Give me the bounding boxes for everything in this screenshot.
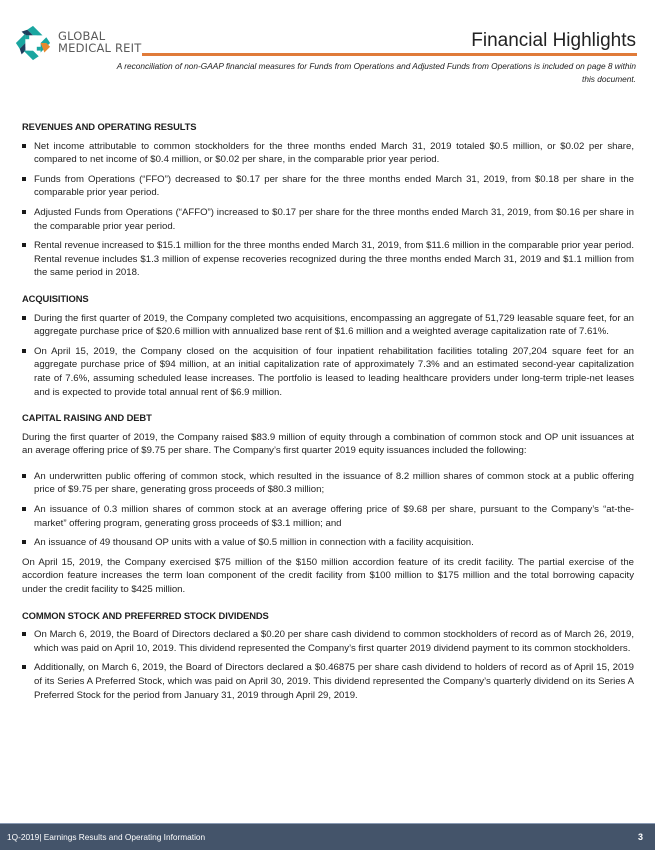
logo-line-1: GLOBAL [58,29,106,43]
list-item-text: An issuance of 0.3 million shares of common stock at an average offering price of $9.68 per share, pursuant to the Company’s “at-the-market” offering program, generating gross proceeds of $3.1 million; and [34,504,634,529]
square-bullet-icon [22,349,26,353]
bullet-list [22,470,634,550]
square-bullet-icon [22,316,26,320]
list-item [22,312,634,339]
section-heading: CAPITAL RAISING AND DEBT [22,412,152,424]
list-item-text: An underwritten public offering of common stock, which resulted in the issuance of 8.2 million shares of common stock at a public offering price of $9.75 per share, generating gross proceeds of $80.3 million; [34,470,634,496]
credit-facility-paragraph: On April 15, 2019, the Company exercised $75 million of the $150 million accordion feature of its credit facility. The partial exercise of the accordion feature increases the term loan component of the credit facility from $100 million to $175 million and the total borrowing capacity under the credit facility to $425 million. [22,556,634,596]
section-heading: REVENUES AND OPERATING RESULTS [22,121,197,132]
page-title: Financial Highlights [471,30,636,51]
page-number: 3 [637,832,643,842]
page-header [0,0,655,100]
bullet-list [22,140,634,280]
list-item-text: Net income attributable to common stockholders for the three months ended March 31, 2019 totaled $0.5 million, or $0.02 per share, compared to net income of $0.4 million, or $0.02 per share, in the comparable prior year period. [34,140,634,166]
list-item [22,628,634,655]
list-item-text: During the first quarter of 2019, the Company completed two acquisitions, encompassing an aggregate of 51,729 leasable square feet, for an aggregate purchase price of $20.6 million with annualized base rent of $1.6 million and a weighted average capitalization rate of 7.61%. [34,312,634,338]
square-bullet-icon [22,540,26,544]
list-item-text: On April 15, 2019, the Company closed on the acquisition of four inpatient rehabilitation facilities totaling 207,204 square feet for an aggregate purchase price of $94 million, at an initial capitalization rate of approximately 7.3% and an estimated second-year capitalization rate of 7.6%, assuming scheduled lease increases. The portfolio is leased to leading healthcare providers under long-term triple-net leases and is expected to provide total annual rent of $6.9 million. [34,345,634,398]
square-bullet-icon [22,665,26,669]
section-revenues [22,120,634,280]
list-item-text: An issuance of 49 thousand OP units with a value of $0.5 million in connection with a facility acquisition. [34,537,474,549]
square-bullet-icon [22,507,26,511]
company-logo [14,22,144,62]
footer-document-label: 1Q-2019| Earnings Results and Operating Information [7,832,206,842]
page-footer [0,823,655,850]
list-item [22,470,634,497]
list-item [22,173,634,200]
logo-wordmark [58,30,141,54]
list-item [22,239,634,280]
list-item-text: Funds from Operations (“FFO”) decreased to $0.17 per share for the three months ended March 31, 2019, from $0.18 per share in the comparable prior year period. [34,173,634,199]
document-body [22,120,634,708]
bullet-list [22,628,634,702]
square-bullet-icon [22,474,26,478]
square-bullet-icon [22,632,26,636]
header-divider [142,53,637,56]
square-bullet-icon [22,243,26,247]
bullet-list [22,312,634,400]
logo-line-2: MEDICAL REIT [58,41,142,55]
list-item [22,503,634,530]
list-item-text: Additionally, on March 6, 2019, the Board of Directors declared a $0.46875 per share cash dividend to holders of record as of April 15, 2019 of its Series A Preferred Stock, which was paid on April 30, 2019. This dividend represented the Company’s quarterly dividend on its Series A Preferred Stock for the period from January 31, 2019 through April 29, 2019. [34,662,634,701]
list-item [22,536,634,550]
list-item [22,140,634,167]
medical-cross-logo-icon [14,24,52,62]
section-capital [22,411,634,597]
list-item [22,345,634,399]
page-subtitle: A reconciliation of non-GAAP financial measures for Funds from Operations and Adjusted Funds from Operations is included on page 8 within this document. [116,61,636,84]
section-dividends [22,609,634,703]
section-heading: COMMON STOCK AND PREFERRED STOCK DIVIDENDS [22,609,269,621]
square-bullet-icon [22,177,26,181]
square-bullet-icon [22,210,26,214]
list-item [22,206,634,233]
list-item [22,661,634,702]
section-heading: ACQUISITIONS [22,292,89,304]
capital-intro-paragraph: During the first quarter of 2019, the Company raised $83.9 million of equity through a combination of common stock and OP unit issuances at an average offering price of $9.75 per share. The Company’s first quarter 2019 equity issuances included the following: [22,431,634,457]
list-item-text: Rental revenue increased to $15.1 million for the three months ended March 31, 2019, from $11.6 million in the comparable prior year period. Rental revenue includes $1.3 million of expense recoveries recognized during the three months ended March 31, 2019 and $1.1 million from the same period in 2018. [34,240,634,279]
square-bullet-icon [22,144,26,148]
section-acquisitions [22,292,634,399]
list-item-text: On March 6, 2019, the Board of Directors declared a $0.20 per share cash dividend to common stockholders of record as of March 26, 2019, which was paid on April 10, 2019. This dividend represented the Company’s first quarter 2019 dividend payment to its common stockholders. [34,629,634,654]
list-item-text: Adjusted Funds from Operations (“AFFO”) increased to $0.17 per share for the three months ended March 31, 2019, from $0.16 per share in the comparable prior year period. [34,206,634,232]
